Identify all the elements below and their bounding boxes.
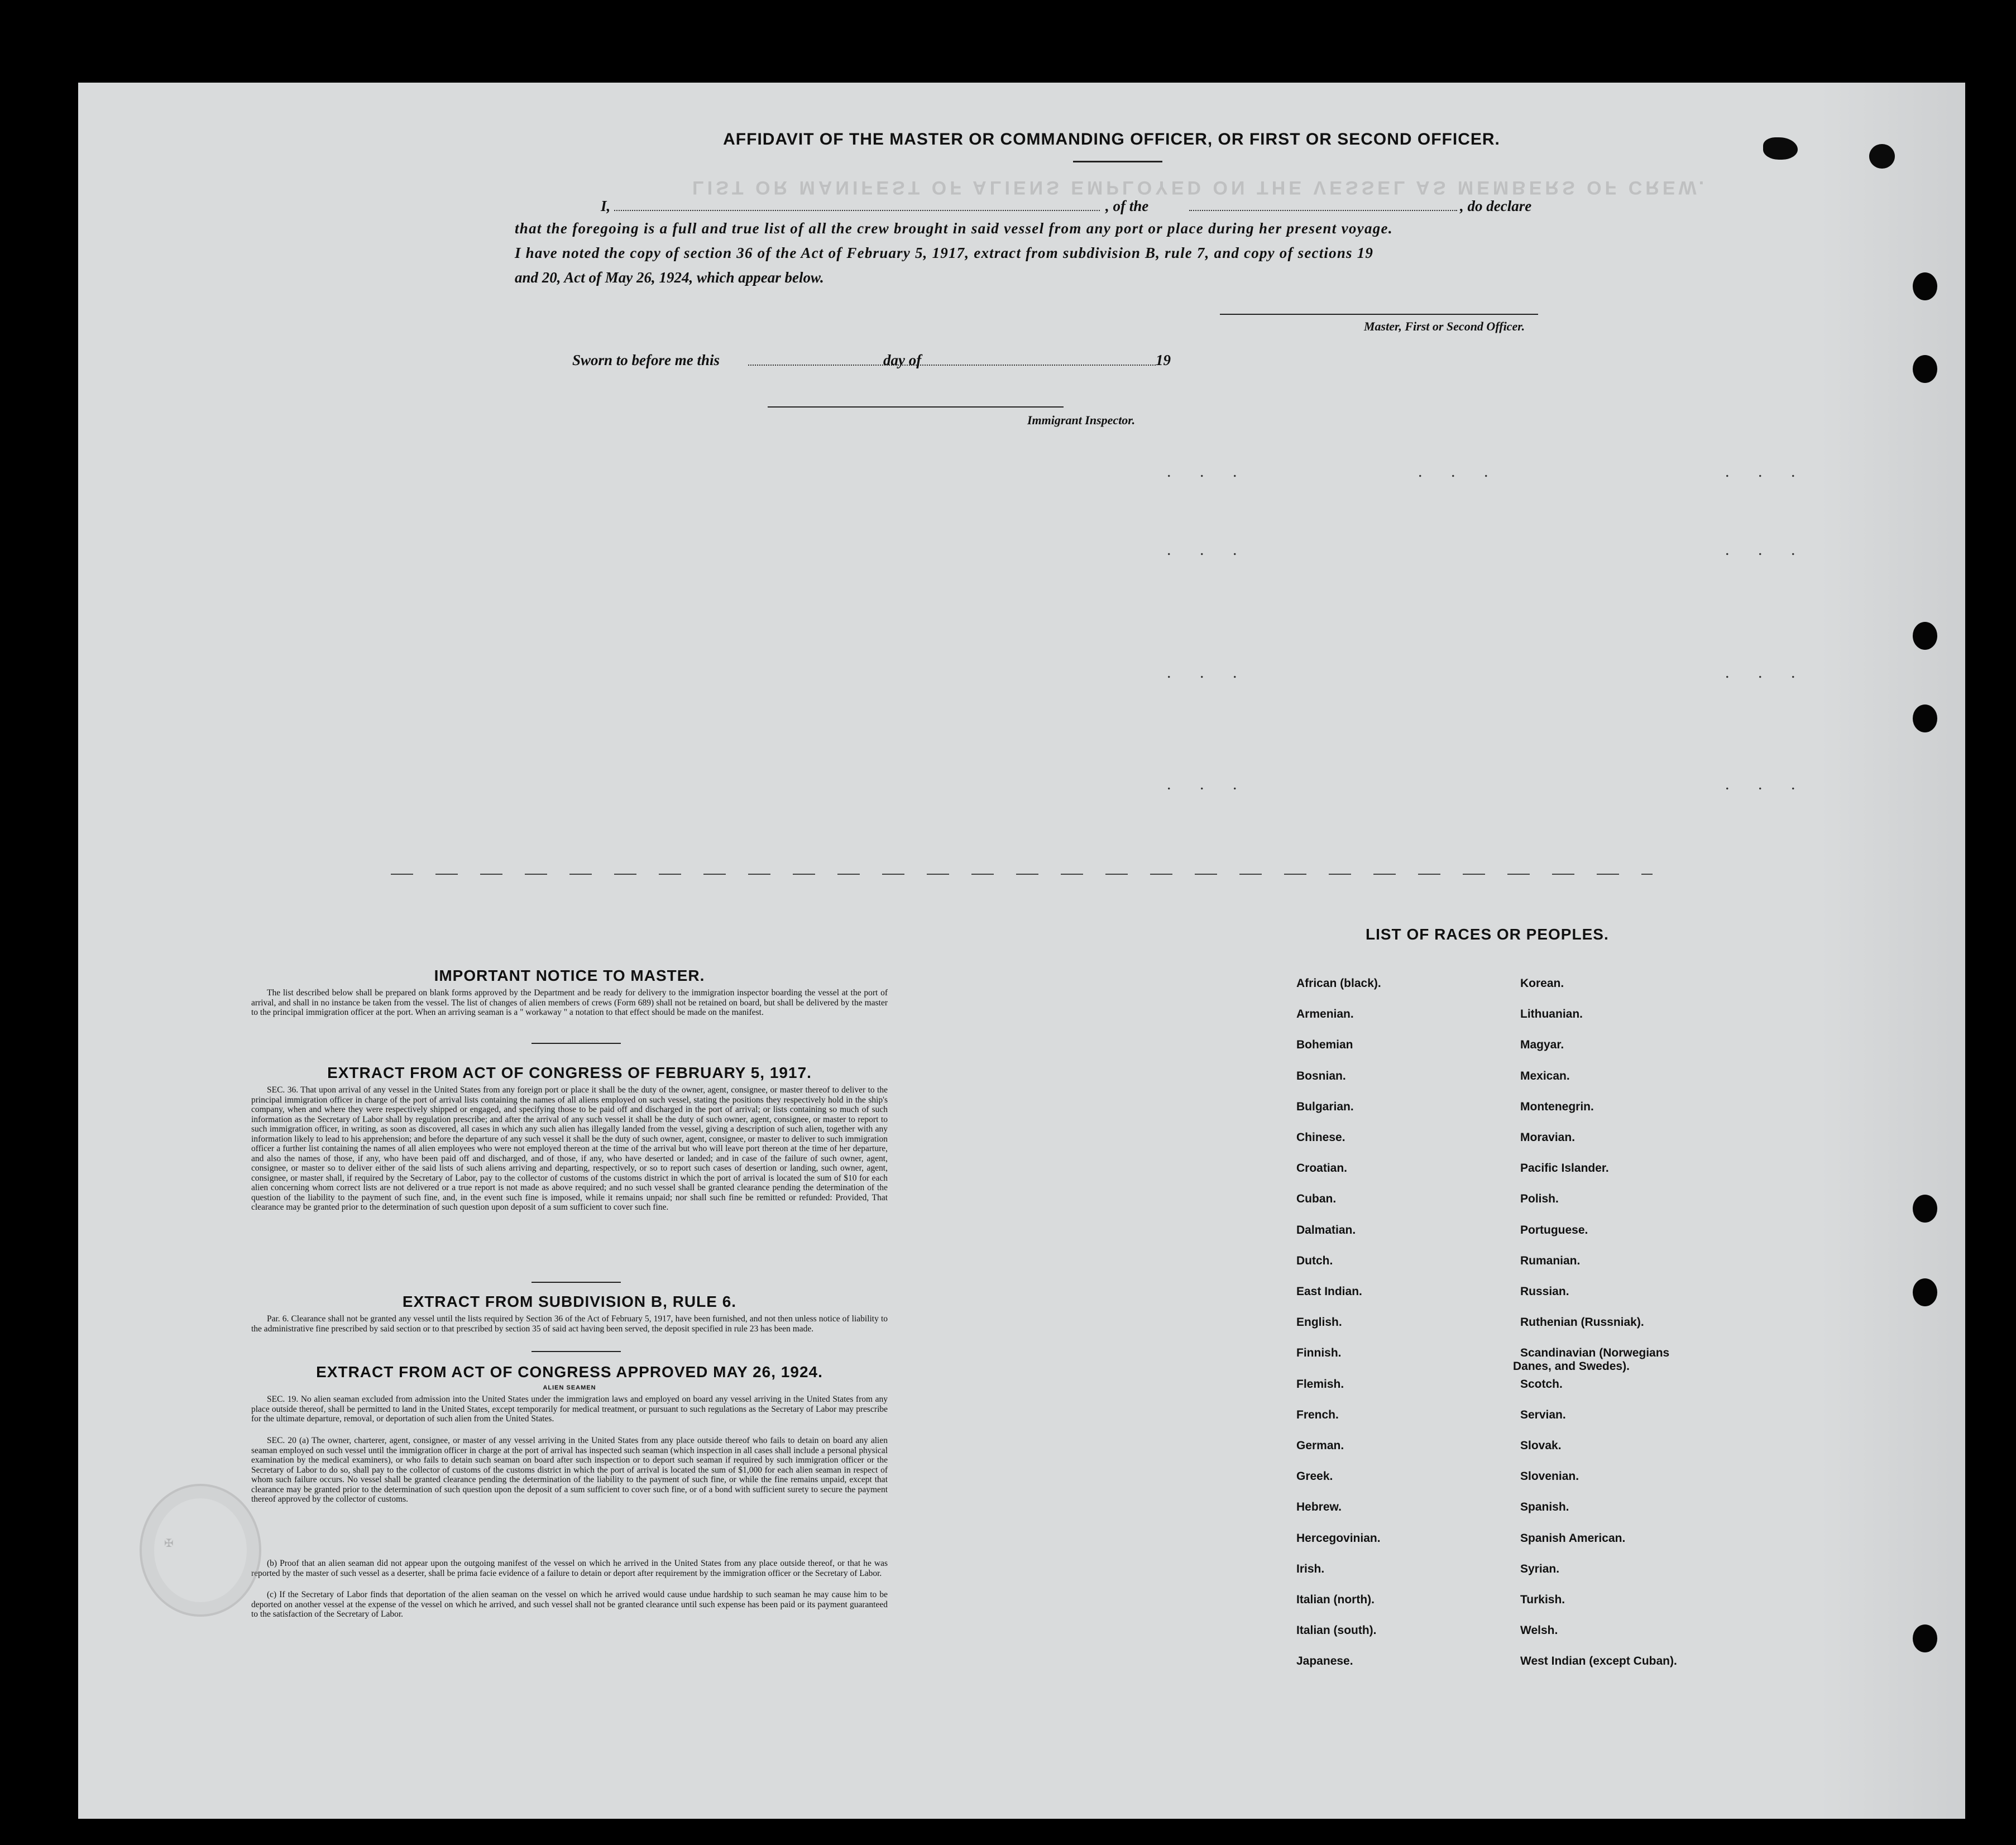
extract-1917-divider [531, 1282, 621, 1283]
race-item: Greek. [1296, 1470, 1333, 1483]
race-item: Scandinavian (Norwegians [1520, 1346, 1670, 1360]
name-blank [614, 210, 1100, 211]
race-item: German. [1296, 1439, 1344, 1452]
race-item: French. [1296, 1408, 1339, 1421]
column-dots-6: . . . [1167, 663, 1249, 682]
extract-1924-sec19: SEC. 19. No alien seaman excluded from admission into the United States under the immigration laws and employed on board any vessel arriving in the United States from any place outside thereof, shall be permitted to land in the United States, except temporarily for medical treatment, or pursuant to such regulations as the Secretary of Labor may prescribe for the ultimate departure, removal, or deportation of such alien from the United States. [251, 1394, 888, 1424]
punch-hole [1913, 705, 1937, 732]
extract-1924-sec20a: SEC. 20 (a) The owner, charterer, agent, consignee, or master of any vessel arriving in the United States from any place outside thereof who fails to detain on board any alien seaman employed on such vessel until the immigration officer in charge at the port of arrival has inspected such seaman (which inspection in all cases shall include a personal physical examination by the medical examiners), or who fails to detain such seaman on board after such inspection or to deport such seaman if required by such immigration officer or the Secretary of Labor to do so, shall pay to the collector of customs of the customs district in which the port of arrival is located the sum of $1,000 for each alien seaman in respect of whom such failure occurs. No vessel shall be granted clearance pending the determination of the liability to the payment of such fine, or while the fine remains unpaid, except that clearance may be granted prior to the determination of such question upon the deposit of a sum sufficient to cover such fine, or of a bond with sufficient surety to secure the payment thereof approved by the collector of customs. [251, 1436, 888, 1504]
race-item: Spanish American. [1520, 1531, 1626, 1545]
affidavit-para2: I have noted the copy of section 36 of the Act of February 5, 1917, extract from subdivision B, rule 7, and copy of sections 19 [515, 245, 1374, 261]
ink-blot [1763, 137, 1798, 160]
extract-1924-title: EXTRACT FROM ACT OF CONGRESS APPROVED MAY 26, 1924. [316, 1363, 823, 1381]
punch-hole [1913, 1195, 1937, 1223]
race-item: Syrian. [1520, 1562, 1560, 1575]
race-item: Spanish. [1520, 1501, 1569, 1514]
race-item: Russian. [1520, 1285, 1569, 1298]
race-item: Italian (north). [1296, 1593, 1375, 1606]
dashed-divider [391, 874, 1653, 875]
affidavit-para3: and 20, Act of May 26, 1924, which appear below. [515, 269, 824, 286]
race-item: Turkish. [1520, 1593, 1565, 1606]
embossed-seal: ✠ [140, 1484, 261, 1617]
race-item: Magyar. [1520, 1038, 1564, 1052]
affidavit-line-i: I, [601, 198, 611, 214]
race-item: Chinese. [1296, 1131, 1345, 1144]
race-item: Dalmatian. [1296, 1223, 1356, 1237]
extract-1924-sec20c: (c) If the Secretary of Labor finds that deportation of the alien seaman on the vessel on which he arrived would cause undue hardship to such seaman he may cause him to be deported on another vessel at the expense of the vessel on which he arrived, and such vessel shall not be granted clearance until such expense has been paid or its payment guaranteed to the satisfaction of the Secretary of Labor. [251, 1590, 888, 1619]
extract-1924-sec20b: (b) Proof that an alien seaman did not appear upon the outgoing manifest of the vessel on which he arrived in the United States from any place outside thereof, or that he was reported by the master of such vessel as a deserter, shall be prima facie evidence of a failure to detain or deport after requirement by the immigration officer or the Secretary of Labor. [251, 1559, 888, 1578]
race-item: Croatian. [1296, 1162, 1348, 1175]
race-item: Mexican. [1520, 1069, 1570, 1082]
punch-hole [1913, 272, 1937, 300]
race-item: English. [1296, 1316, 1342, 1329]
sworn-prefix: Sworn to before me this [572, 352, 720, 368]
column-dots-4: . . . [1167, 540, 1249, 559]
race-item: Servian. [1520, 1408, 1566, 1421]
race-item: Korean. [1520, 977, 1564, 990]
sworn-day: day of [883, 352, 922, 368]
race-item: Hercegovinian. [1296, 1531, 1381, 1545]
affidavit-para1: that the foregoing is a full and true list of all the crew brought in said vessel from any port or place during her present voyage. [515, 220, 1393, 237]
extract-1924-subtitle: ALIEN SEAMEN [543, 1384, 596, 1391]
race-item: Armenian. [1296, 1008, 1354, 1021]
race-item: Pacific Islander. [1520, 1162, 1609, 1175]
column-dots-8: . . . [1167, 775, 1249, 793]
title-underline [1073, 161, 1162, 162]
race-item: Moravian. [1520, 1131, 1576, 1144]
race-item: Ruthenian (Russniak). [1520, 1316, 1644, 1329]
notice-divider [531, 1043, 621, 1044]
race-item: Scotch. [1520, 1377, 1563, 1391]
sworn-month-blank [938, 365, 1156, 366]
race-item: Slovak. [1520, 1439, 1562, 1452]
race-item: Lithuanian. [1520, 1008, 1583, 1021]
inspector-line [768, 406, 1064, 408]
race-item: Bulgarian. [1296, 1100, 1354, 1113]
race-item: Polish. [1520, 1192, 1559, 1206]
vessel-blank [1189, 210, 1457, 211]
race-item: Bohemian [1296, 1038, 1353, 1052]
ink-blot [1869, 144, 1895, 169]
notice-title: IMPORTANT NOTICE TO MASTER. [434, 967, 705, 984]
subdivision-divider [531, 1351, 621, 1352]
column-dots-9: . . . [1725, 775, 1808, 793]
signature-label: Master, First or Second Officer. [1364, 319, 1525, 333]
affidavit-title: AFFIDAVIT OF THE MASTER OR COMMANDING OFFICER, OR FIRST OR SECOND OFFICER. [723, 130, 1500, 148]
affidavit-line-of-the: , of the [1105, 198, 1149, 214]
race-item: Finnish. [1296, 1346, 1342, 1360]
race-item: Hebrew. [1296, 1501, 1342, 1514]
race-item: Slovenian. [1520, 1470, 1579, 1483]
affidavit-line-declare: , do declare [1460, 198, 1532, 214]
column-dots-2: . . . [1418, 462, 1501, 481]
subdivision-title: EXTRACT FROM SUBDIVISION B, RULE 6. [402, 1293, 737, 1310]
race-item: Italian (south). [1296, 1624, 1377, 1637]
column-dots-1: . . . [1167, 462, 1249, 481]
column-dots-7: . . . [1725, 663, 1808, 682]
extract-1917-title: EXTRACT FROM ACT OF CONGRESS OF FEBRUARY 5, 1917. [327, 1064, 812, 1081]
sworn-year: 19 [1156, 352, 1171, 368]
race-item: Flemish. [1296, 1377, 1344, 1391]
race-item: African (black). [1296, 977, 1381, 990]
notice-text: The list described below shall be prepared on blank forms approved by the Department and be ready for delivery to the immigration inspector boarding the vessel at the port of arrival, and shall in no instance be taken from the vessel. The list of changes of alien members of crews (Form 689) shall not be retained on board, but shall be delivered by the master to the principal immigration officer at the port. When an arriving seaman is a " workaway " a notation to that effect should be made on the manifest. [251, 988, 888, 1017]
races-title: LIST OF RACES OR PEOPLES. [1366, 926, 1609, 943]
race-item: Welsh. [1520, 1624, 1558, 1637]
subdivision-text: Par. 6. Clearance shall not be granted any vessel until the lists required by Section 36 of the Act of February 5, 1917, have been furnished, and not then unless notice of liability to the administrative fine prescribed by said section or to that prescribed by section 35 of said act having been served, the deposit specified in rule 23 has been made. [251, 1314, 888, 1334]
race-item: Dutch. [1296, 1254, 1333, 1267]
race-item: Montenegrin. [1520, 1100, 1594, 1113]
column-dots-3: . . . [1725, 462, 1808, 481]
race-item: West Indian (except Cuban). [1520, 1655, 1677, 1668]
column-dots-5: . . . [1725, 540, 1808, 559]
inspector-label: Immigrant Inspector. [1027, 413, 1136, 427]
punch-hole [1913, 1624, 1937, 1652]
race-item: Danes, and Swedes). [1513, 1360, 1630, 1373]
race-item: Portuguese. [1520, 1223, 1588, 1237]
race-item: Cuban. [1296, 1192, 1337, 1206]
bleed-through-header: LIST OR MANIFEST OF ALIENS EMPLOYED ON THE VESSEL AS MEMBERS OF CREW. [692, 177, 1708, 198]
race-item: East Indian. [1296, 1285, 1362, 1298]
signature-line [1220, 314, 1538, 315]
race-item: Japanese. [1296, 1655, 1353, 1668]
punch-hole [1913, 355, 1937, 383]
punch-hole [1913, 1278, 1937, 1306]
punch-hole [1913, 622, 1937, 650]
sworn-day-blank [748, 365, 959, 366]
document-page [78, 83, 1965, 1819]
extract-1917-text: SEC. 36. That upon arrival of any vessel in the United States from any foreign port or place it shall be the duty of the owner, agent, consignee, or master thereof to deliver to the principal immigration officer in charge of the port of arrival lists containing the names of all aliens employed on such vessel, stating the positions they respectively hold in the ship's company, when and where they were respectively shipped or engaged, and specifying those to be paid off and discharged in the port of arrival; or lists containing so much of such information as the Secretary of Labor shall by regulation prescribe; and after the arrival of any such vessel it shall be the duty of such owner, agent, consignee, or master to report to such immigration officer, in writing, as soon as discovered, all cases in which any such alien has illegally landed from the vessel, giving a description of such alien, together with any information likely to lead to his apprehension; and before the departure of any such vessel it shall be the duty of such owner, agent, consignee, or master to deliver to such immigration officer a further list containing the names of all alien employees who were not employed thereon at the time of the arrival but who will leave port thereon at the time of her departure, and also the names of those, if any, who have been paid off and discharged, and of those, if any, who have deserted or landed; and in case of the failure of such owner, agent, consignee, or master so to deliver either of the said lists of such aliens arriving and departing, respectively, or so to report such cases of desertion or landing, such owner, agent, consignee, or master shall, if required by the Secretary of Labor, pay to the collector of customs of the customs district in which the port of arrival is located the sum of $10 for each alien concerning whom correct lists are not delivered or a true report is not made as above required; and no such vessel shall be granted clearance pending the determination of the question of the liability to the payment of such fine, and, in the event such fine is imposed, while it remains unpaid; nor shall such fine be remitted or refunded: Provided, That clearance may be granted prior to the determination of such question upon deposit of a sum sufficient to cover such fine. [251, 1085, 888, 1212]
race-item: Bosnian. [1296, 1069, 1346, 1082]
race-item: Rumanian. [1520, 1254, 1581, 1267]
race-item: Irish. [1296, 1562, 1325, 1575]
